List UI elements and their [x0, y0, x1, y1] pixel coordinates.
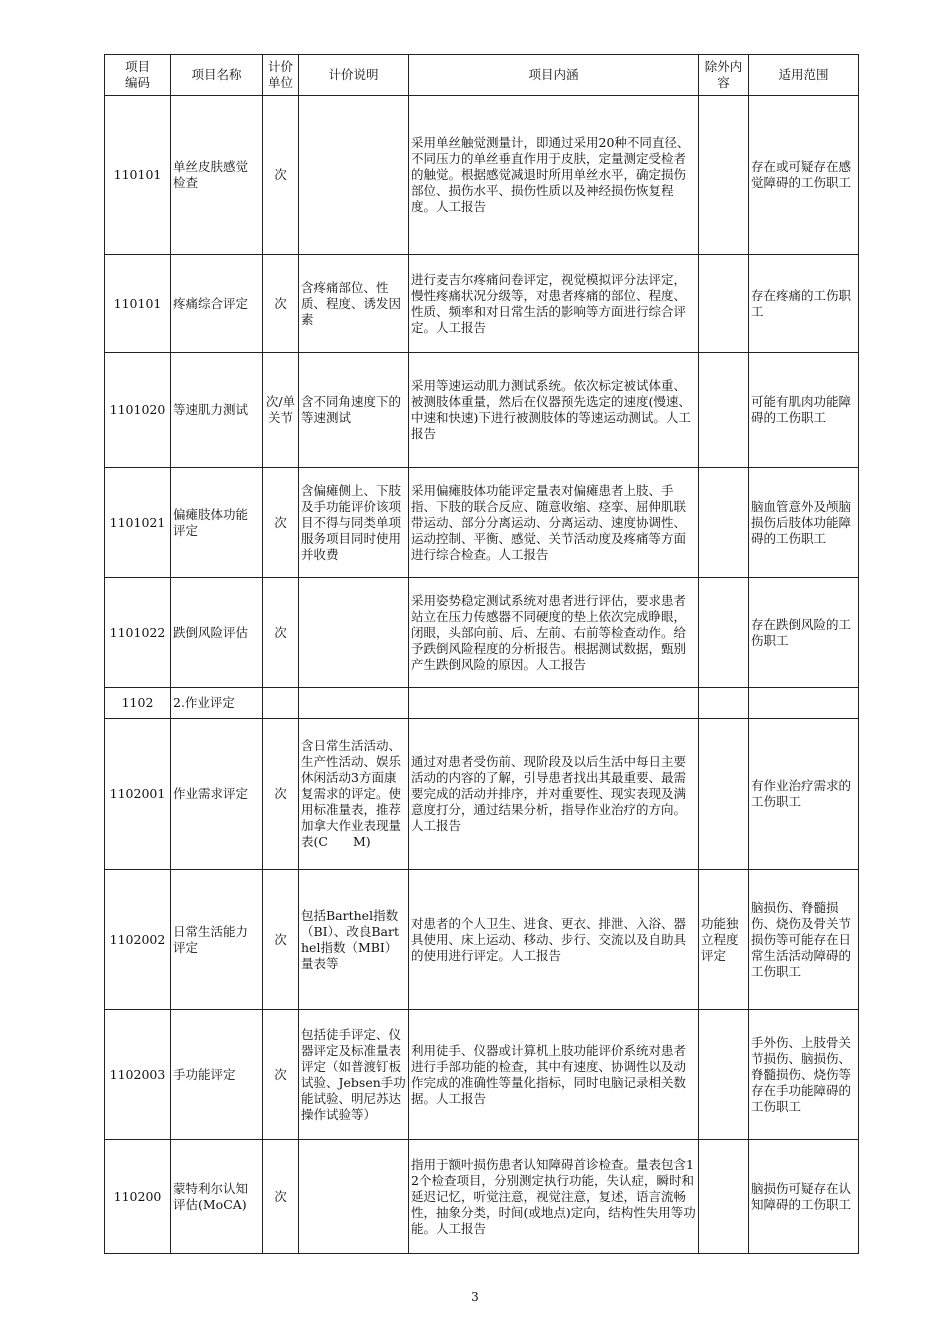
- cell-unit: 次: [263, 870, 299, 1010]
- table-header-row: [105, 55, 859, 96]
- cell-code: 1102: [105, 688, 171, 719]
- cell-scope: 存在或可疑存在感觉障碍的工伤职工: [749, 96, 859, 255]
- cell-unit: 次: [263, 468, 299, 578]
- cell-name: 疼痛综合评定: [171, 255, 263, 353]
- cell-excluded: [699, 578, 749, 688]
- cell-unit: 次: [263, 578, 299, 688]
- header-name: 项目名称: [171, 55, 263, 96]
- cell-content: 通过对患者受伤前、现阶段及以后生活中每日主要活动的内容的了解，引导患者找出其最重要、最需要完成的活动并排序，并对重要性、现实表现及满意度打分，通过结果分析，指导作业治疗的方向。人工报告: [409, 719, 699, 870]
- cell-code: 1102003: [105, 1010, 171, 1140]
- table-row: [105, 578, 859, 688]
- cell-content: 利用徒手、仪器或计算机上肢功能评价系统对患者进行手部功能的检查，其中有速度、协调性以及动作完成的准确性等量化指标，同时电脑记录相关数据。人工报告: [409, 1010, 699, 1140]
- cell-code: 1102002: [105, 870, 171, 1010]
- cell-excluded: 功能独立程度评定: [699, 870, 749, 1010]
- table-row: [105, 719, 859, 870]
- cell-note: 含不同角速度下的等速测试: [299, 353, 409, 468]
- header-unit: 计价 单位: [263, 55, 299, 96]
- cell-scope: [749, 688, 859, 719]
- cell-name: 2.作业评定: [171, 688, 263, 719]
- cell-scope: 脑血管意外及颅脑损伤后肢体功能障碍的工伤职工: [749, 468, 859, 578]
- table-row: [105, 1010, 859, 1140]
- table-row: [105, 870, 859, 1010]
- cell-content: [409, 688, 699, 719]
- cell-excluded: [699, 353, 749, 468]
- cell-unit: 次: [263, 719, 299, 870]
- cell-name: 日常生活能力评定: [171, 870, 263, 1010]
- cell-content: 对患者的个人卫生、进食、更衣、排泄、入浴、器具使用、床上运动、移动、步行、交流以及自助具的使用进行评定。人工报告: [409, 870, 699, 1010]
- cell-content: 进行麦吉尔疼痛问卷评定，视觉模拟评分法评定，慢性疼痛状况分级等，对患者疼痛的部位、程度、性质、频率和对日常生活的影响等方面进行综合评定。人工报告: [409, 255, 699, 353]
- cell-content: 采用等速运动肌力测试系统。依次标定被试体重、被测肢体重量，然后在仪器预先选定的速度(慢速、中速和快速)下进行被测肢体的等速运动测试。人工报告: [409, 353, 699, 468]
- cell-code: 1102001: [105, 719, 171, 870]
- cell-note: [299, 688, 409, 719]
- cell-scope: 有作业治疗需求的工伤职工: [749, 719, 859, 870]
- cell-scope: 脑损伤、脊髓损伤、烧伤及骨关节损伤等可能存在日常生活活动障碍的工伤职工: [749, 870, 859, 1010]
- cell-code: 110200: [105, 1140, 171, 1254]
- cell-scope: 手外伤、上肢骨关节损伤、脑损伤、脊髓损伤、烧伤等存在手功能障碍的工伤职工: [749, 1010, 859, 1140]
- cell-code: 1101020: [105, 353, 171, 468]
- cell-excluded: [699, 1010, 749, 1140]
- table-row: [105, 468, 859, 578]
- cell-note: 含日常生活活动、生产性活动、娱乐休闲活动3方面康复需求的评定。使用标准量表，推荐加拿大作业表现量表(C M): [299, 719, 409, 870]
- header-note: 计价说明: [299, 55, 409, 96]
- cell-note: 含偏瘫侧上、下肢及手功能评价该项目不得与同类单项服务项目同时使用并收费: [299, 468, 409, 578]
- cell-name: 跌倒风险评估: [171, 578, 263, 688]
- cell-unit: 次: [263, 1010, 299, 1140]
- table-row: [105, 353, 859, 468]
- cell-content: 采用姿势稳定测试系统对患者进行评估，要求患者站立在压力传感器不同硬度的垫上依次完成睁眼，闭眼，头部向前、后、左前、右前等检查动作。给予跌倒风险程度的分析报告。根据测试数据，甄别产生跌倒风险的原因。人工报告: [409, 578, 699, 688]
- table-row: [105, 96, 859, 255]
- cell-code: 1101022: [105, 578, 171, 688]
- cell-code: 1101021: [105, 468, 171, 578]
- header-excluded: 除外内 容: [699, 55, 749, 96]
- cell-note: [299, 578, 409, 688]
- table-row: [105, 255, 859, 353]
- cell-excluded: [699, 1140, 749, 1254]
- header-code: 项目 编码: [105, 55, 171, 96]
- header-scope: 适用范围: [749, 55, 859, 96]
- cell-unit: 次: [263, 1140, 299, 1254]
- cell-name: 偏瘫肢体功能评定: [171, 468, 263, 578]
- table-row: [105, 688, 859, 719]
- cell-note: [299, 1140, 409, 1254]
- cell-name: 作业需求评定: [171, 719, 263, 870]
- cell-name: 单丝皮肤感觉检查: [171, 96, 263, 255]
- header-content: 项目内涵: [409, 55, 699, 96]
- cell-note: 包括Barthel指数（BI）、改良Barthel指数（MBI）量表等: [299, 870, 409, 1010]
- cell-unit: [263, 688, 299, 719]
- cell-scope: 存在跌倒风险的工伤职工: [749, 578, 859, 688]
- cell-unit: 次: [263, 96, 299, 255]
- cell-content: 采用单丝触觉测量计，即通过采用20种不同直径、不同压力的单丝垂直作用于皮肤，定量测定受检者的触觉。根据感觉减退时所用单丝水平，确定损伤部位、损伤水平、损伤性质以及神经损伤恢复程度。人工报告: [409, 96, 699, 255]
- cell-unit: 次/单关节: [263, 353, 299, 468]
- cell-code: 110101: [105, 255, 171, 353]
- cell-scope: 可能有肌肉功能障碍的工伤职工: [749, 353, 859, 468]
- cell-note: 含疼痛部位、性质、程度、诱发因素: [299, 255, 409, 353]
- cell-scope: 脑损伤可疑存在认知障碍的工伤职工: [749, 1140, 859, 1254]
- cell-excluded: [699, 96, 749, 255]
- cell-name: 手功能评定: [171, 1010, 263, 1140]
- cell-content: 采用偏瘫肢体功能评定量表对偏瘫患者上肢、手指、下肢的联合反应、随意收缩、痉挛、屈伸肌联带运动、部分分离运动、分离运动、速度协调性、运动控制、平衡、感觉、关节活动度及疼痛等方面进行综合检查。人工报告: [409, 468, 699, 578]
- cell-scope: 存在疼痛的工伤职工: [749, 255, 859, 353]
- cell-note: [299, 96, 409, 255]
- cell-note: 包括徒手评定、仪器评定及标准量表评定（如普渡钉板试验、Jebsen手功能试验、明尼苏达操作试验等）: [299, 1010, 409, 1140]
- pricing-table: [104, 54, 859, 1254]
- cell-excluded: [699, 719, 749, 870]
- page-number: 3: [471, 1290, 479, 1304]
- cell-unit: 次: [263, 255, 299, 353]
- cell-excluded: [699, 688, 749, 719]
- cell-content: 指用于额叶损伤患者认知障碍首诊检查。量表包含12个检查项目，分别测定执行功能，失认症，瞬时和延迟记忆，听觉注意，视觉注意，复述，语言流畅性，抽象分类，时间(或地点)定向，结构性失用等功能。人工报告: [409, 1140, 699, 1254]
- cell-excluded: [699, 255, 749, 353]
- cell-name: 等速肌力测试: [171, 353, 263, 468]
- cell-code: 110101: [105, 96, 171, 255]
- cell-excluded: [699, 468, 749, 578]
- table-row: [105, 1140, 859, 1254]
- cell-name: 蒙特利尔认知评估(MoCA): [171, 1140, 263, 1254]
